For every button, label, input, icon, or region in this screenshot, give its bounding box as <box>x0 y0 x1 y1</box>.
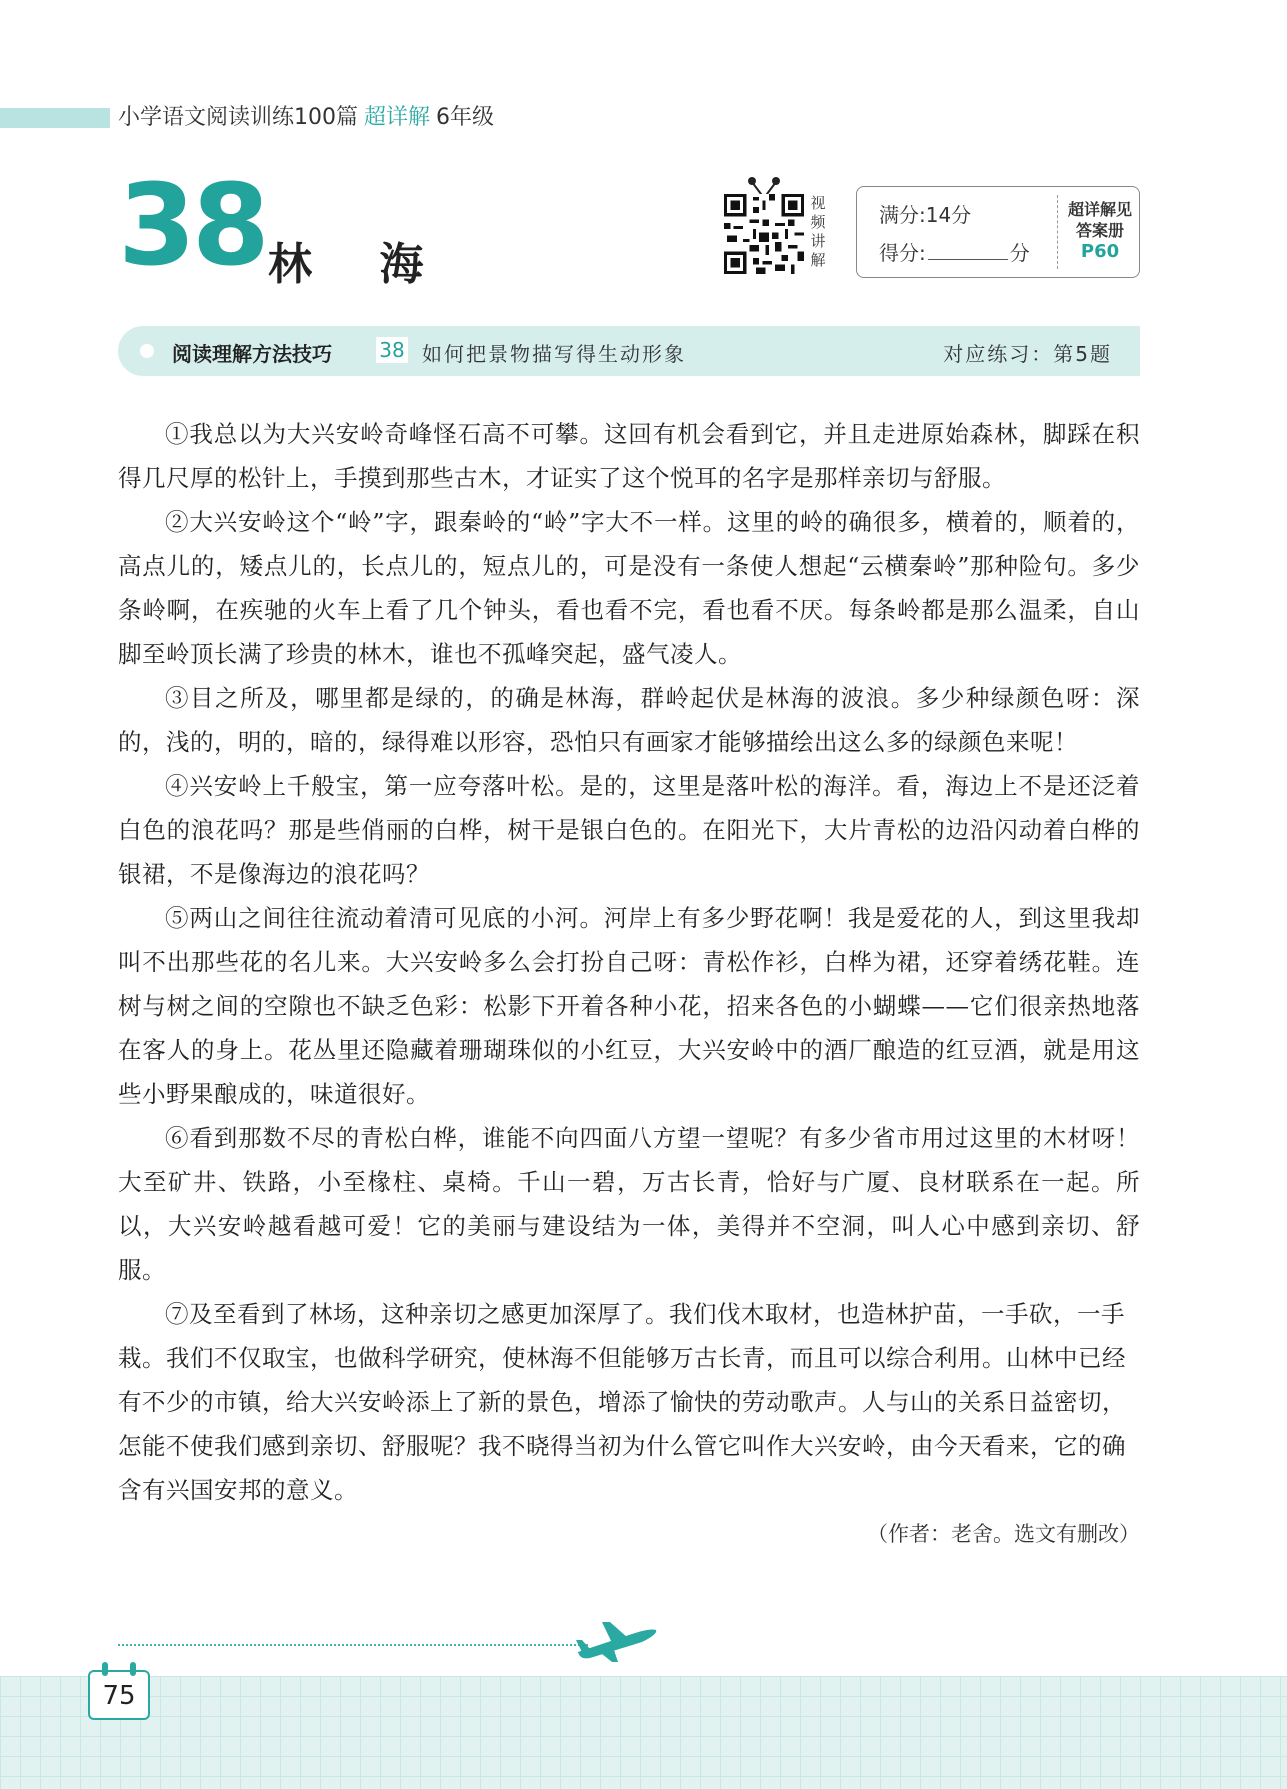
book-header <box>118 100 494 131</box>
bullet-dot-icon <box>140 344 154 358</box>
book-highlight: 超详解 <box>364 105 431 130</box>
airplane-icon <box>572 1616 662 1662</box>
paragraph-4: ④兴安岭上千般宝，第一应夸落叶松。是的，这里是落叶松的海洋。看，海边上不是还泛着白色的浪花吗？那是些俏丽的白桦，树干是银白色的。在阳光下，大片青松的边沿闪动着白桦的银裙，不是像海边的浪花吗？ <box>118 772 1140 888</box>
calendar-ring-icon <box>130 1662 136 1676</box>
score-blank[interactable] <box>928 241 1008 260</box>
score-box <box>856 186 1140 278</box>
paragraph-1: ①我总以为大兴安岭奇峰怪石高不可攀。这回有机会看到它，并且走进原始森林，脚踩在积得几尺厚的松针上，手摸到那些古木，才证实了这个悦耳的名字是那样亲切与舒服。 <box>118 420 1140 492</box>
tip-number: 38 <box>376 337 408 363</box>
passage <box>118 412 1140 1556</box>
video-lecture-label: 视 频 讲 解 <box>810 194 826 269</box>
author-note: （作者：老舍。选文有删改） <box>867 1522 1140 1546</box>
page-number: 75 <box>88 1670 150 1720</box>
paragraph-2: ②大兴安岭这个“岭”字，跟秦岭的“岭”字大不一样。这里的岭的确很多，横着的，顺着的，高点儿的，矮点儿的，长点儿的，短点儿的，可是没有一条使人想起“云横秦岭”那种险句。多少条岭啊，在疾驰的火车上看了几个钟头，看也看不完，看也看不厌。每条岭都是那么温柔，自山脚至岭顶长满了珍贵的林木，谁也不孤峰突起，盛气凌人。 <box>118 508 1140 668</box>
score-field: 得分: 分 <box>879 241 1030 265</box>
book-series: 小学语文阅读训练100篇 <box>118 105 358 130</box>
qr-code-icon[interactable] <box>724 194 804 274</box>
paragraph-3: ③目之所及，哪里都是绿的，的确是林海，群岭起伏是林海的波浪。多少种绿颜色呀：深的，浅的，明的，暗的，绿得难以形容，恐怕只有画家才能够描绘出这么多的绿颜色来呢！ <box>118 684 1140 756</box>
reading-tip-bar <box>118 326 1140 376</box>
answer-page: P60 <box>1080 241 1120 262</box>
full-score: 满分:14分 <box>879 203 972 227</box>
tip-practice: 对应练习：第5题 <box>943 342 1112 366</box>
book-grade: 6年级 <box>436 105 495 130</box>
footer-grid-band <box>0 1676 1287 1789</box>
dotted-divider <box>118 1644 588 1646</box>
header-accent-strip <box>0 108 110 128</box>
calendar-ring-icon <box>102 1662 108 1676</box>
paragraph-7: ⑦及至看到了林场，这种亲切之感更加深厚了。我们伐木取材，也造林护苗，一手砍，一手栽。我们不仅取宝，也做科学研究，使林海不但能够万古长青，而且可以综合利用。山林中已经有不少的市镇，给大兴安岭添上了新的景色，增添了愉快的劳动歌声。人与山的关系日益密切，怎能不使我们感到亲切、舒服呢？我不晓得当初为什么管它叫作大兴安岭，由今天看来，它的确含有兴国安邦的意义。 <box>118 1300 1126 1504</box>
paragraph-6: ⑥看到那数不尽的青松白桦，谁能不向四面八方望一望呢？有多少省市用过这里的木材呀！大至矿井、铁路，小至椽柱、桌椅。千山一碧，万古长青，恰好与广厦、良材联系在一起。所以，大兴安岭越看越可爱！它的美丽与建设结为一体，美得并不空洞，叫人心中感到亲切、舒服。 <box>118 1124 1140 1284</box>
lesson-number: 38 <box>118 161 266 291</box>
lesson-title: 林 海 <box>268 239 450 290</box>
answer-reference: 超详解见 答案册 P60 <box>1061 199 1139 262</box>
paragraph-5: ⑤两山之间往往流动着清可见底的小河。河岸上有多少野花啊！我是爱花的人，到这里我却叫不出那些花的名儿来。大兴安岭多么会打扮自己呀：青松作衫，白桦为裙，还穿着绣花鞋。连树与树之间的空隙也不缺乏色彩：松影下开着各种小花，招来各色的小蝴蝶——它们很亲热地落在客人的身上。花丛里还隐藏着珊瑚珠似的小红豆，大兴安岭中的酒厂酿造的红豆酒，就是用这些小野果酿成的，味道很好。 <box>118 904 1140 1108</box>
score-divider <box>1057 195 1058 269</box>
tip-method: 如何把景物描写得生动形象 <box>422 342 686 366</box>
tip-label: 阅读理解方法技巧 <box>172 342 332 366</box>
